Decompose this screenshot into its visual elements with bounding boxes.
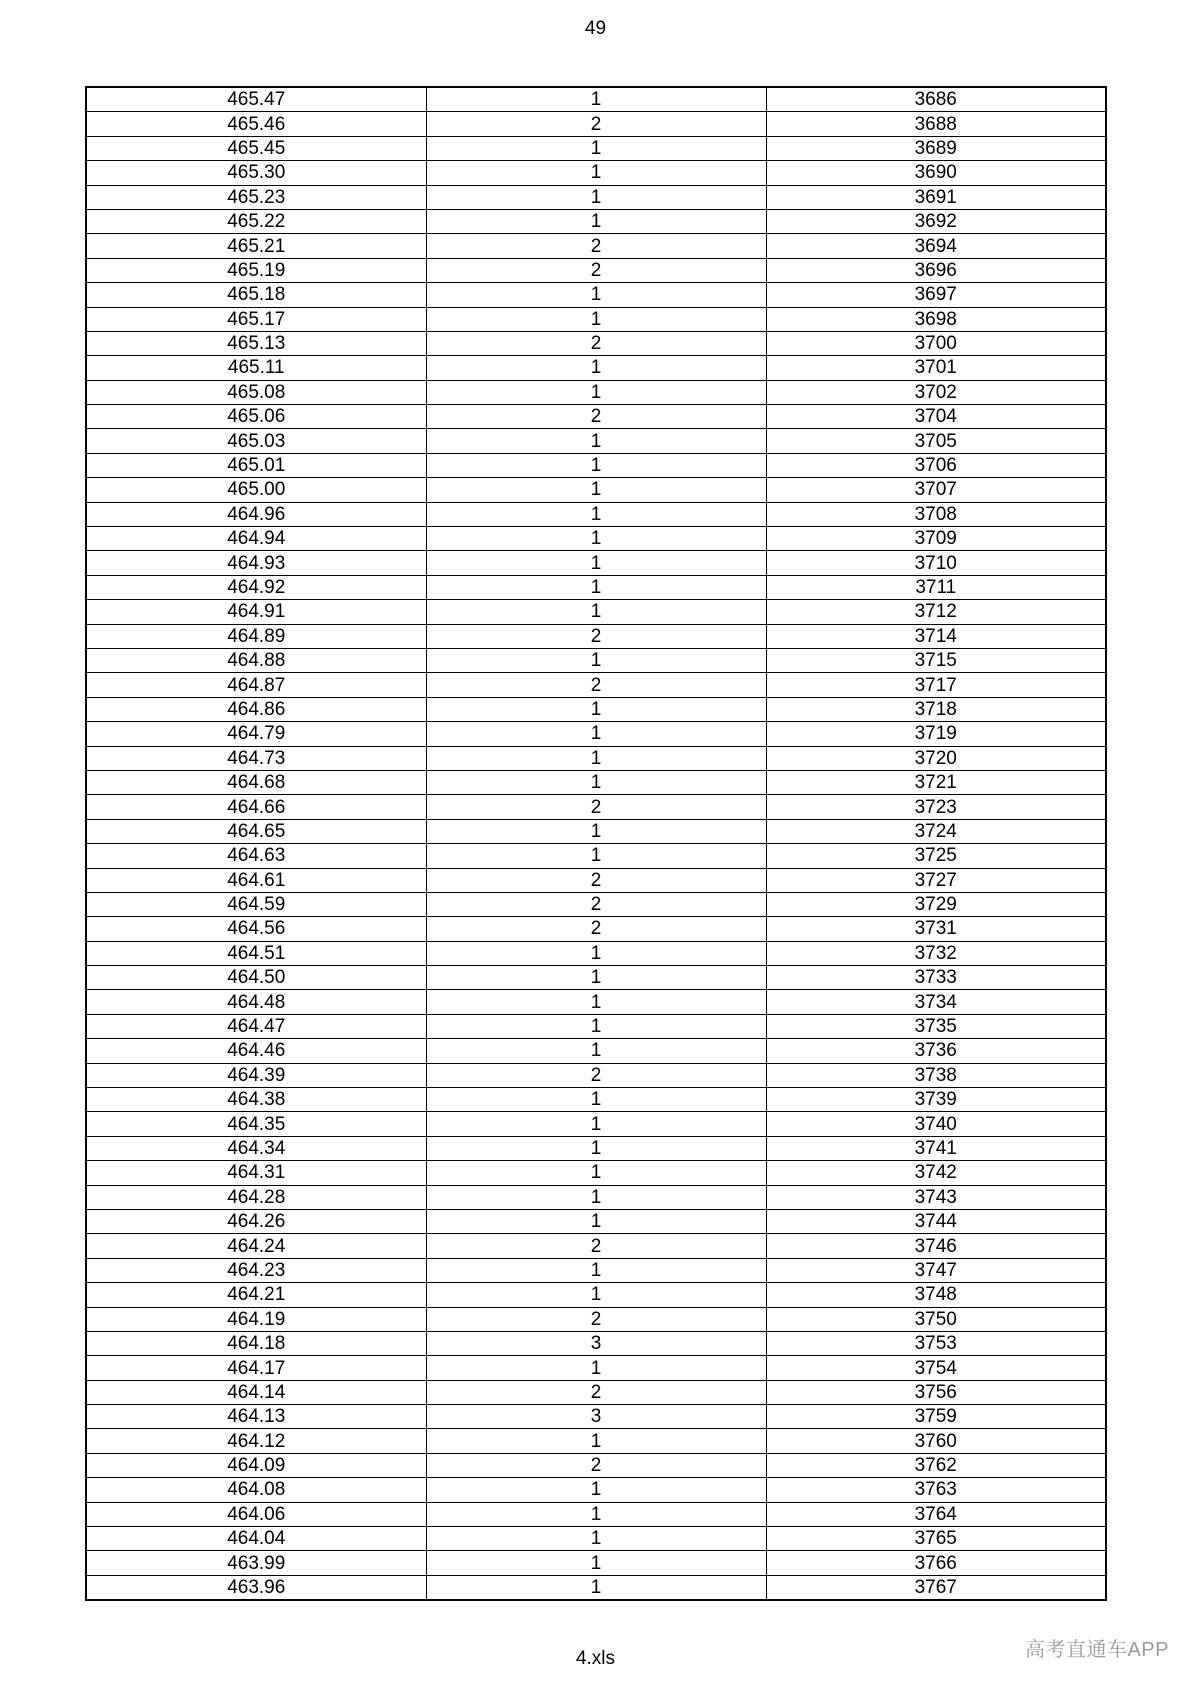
table-row: [86, 1234, 1106, 1258]
score-cell: 464.14: [86, 1380, 426, 1404]
count-cell: 1: [426, 185, 766, 209]
score-cell: 465.47: [86, 87, 426, 112]
count-cell: 1: [426, 770, 766, 794]
score-cell: 464.73: [86, 746, 426, 770]
cumulative-cell: 3731: [766, 917, 1106, 941]
count-cell: 3: [426, 1331, 766, 1355]
table-row: [86, 87, 1106, 112]
table-row: [86, 1112, 1106, 1136]
table-row: [86, 258, 1106, 282]
table-row: [86, 1356, 1106, 1380]
cumulative-cell: 3690: [766, 161, 1106, 185]
count-cell: 1: [426, 844, 766, 868]
count-cell: 1: [426, 527, 766, 551]
table-row: [86, 966, 1106, 990]
score-cell: 464.18: [86, 1331, 426, 1355]
count-cell: 2: [426, 795, 766, 819]
cumulative-cell: 3711: [766, 575, 1106, 599]
cumulative-cell: 3735: [766, 1014, 1106, 1038]
table-row: [86, 1331, 1106, 1355]
count-cell: 1: [426, 1136, 766, 1160]
score-cell: 464.92: [86, 575, 426, 599]
score-cell: 465.11: [86, 356, 426, 380]
count-cell: 1: [426, 966, 766, 990]
table-row: [86, 1039, 1106, 1063]
table-row: [86, 1502, 1106, 1526]
table-row: [86, 478, 1106, 502]
cumulative-cell: 3762: [766, 1453, 1106, 1477]
score-cell: 464.63: [86, 844, 426, 868]
score-cell: 464.51: [86, 941, 426, 965]
table-row: [86, 697, 1106, 721]
table-row: [86, 1527, 1106, 1551]
score-cell: 463.99: [86, 1551, 426, 1575]
score-cell: 464.66: [86, 795, 426, 819]
cumulative-cell: 3729: [766, 892, 1106, 916]
table-row: [86, 892, 1106, 916]
score-cell: 464.47: [86, 1014, 426, 1038]
count-cell: 1: [426, 1478, 766, 1502]
table-row: [86, 600, 1106, 624]
cumulative-cell: 3763: [766, 1478, 1106, 1502]
table-row: [86, 453, 1106, 477]
cumulative-cell: 3739: [766, 1088, 1106, 1112]
count-cell: 2: [426, 1307, 766, 1331]
score-cell: 464.88: [86, 648, 426, 672]
footer-filename: 4.xls: [575, 1648, 616, 1669]
table-row: [86, 795, 1106, 819]
cumulative-cell: 3747: [766, 1258, 1106, 1282]
count-cell: 1: [426, 136, 766, 160]
count-cell: 1: [426, 1356, 766, 1380]
cumulative-cell: 3765: [766, 1527, 1106, 1551]
table-row: [86, 575, 1106, 599]
table-row: [86, 136, 1106, 160]
score-cell: 464.91: [86, 600, 426, 624]
cumulative-cell: 3738: [766, 1063, 1106, 1087]
table-row: [86, 234, 1106, 258]
cumulative-cell: 3750: [766, 1307, 1106, 1331]
cumulative-cell: 3719: [766, 722, 1106, 746]
count-cell: 2: [426, 624, 766, 648]
cumulative-cell: 3715: [766, 648, 1106, 672]
count-cell: 2: [426, 1453, 766, 1477]
table-row: [86, 1136, 1106, 1160]
table-row: [86, 941, 1106, 965]
count-cell: 3: [426, 1405, 766, 1429]
count-cell: 1: [426, 1527, 766, 1551]
count-cell: 1: [426, 551, 766, 575]
score-cell: 464.31: [86, 1161, 426, 1185]
count-cell: 1: [426, 746, 766, 770]
table-row: [86, 1551, 1106, 1575]
table-row: [86, 1258, 1106, 1282]
cumulative-cell: 3718: [766, 697, 1106, 721]
count-cell: 2: [426, 917, 766, 941]
table-row: [86, 356, 1106, 380]
score-cell: 464.26: [86, 1209, 426, 1233]
table-row: [86, 624, 1106, 648]
cumulative-cell: 3696: [766, 258, 1106, 282]
cumulative-cell: 3694: [766, 234, 1106, 258]
count-cell: 2: [426, 868, 766, 892]
score-cell: 465.46: [86, 112, 426, 136]
score-cell: 465.08: [86, 380, 426, 404]
cumulative-cell: 3746: [766, 1234, 1106, 1258]
table-row: [86, 1088, 1106, 1112]
count-cell: 1: [426, 478, 766, 502]
count-cell: 2: [426, 892, 766, 916]
cumulative-cell: 3741: [766, 1136, 1106, 1160]
score-cell: 464.12: [86, 1429, 426, 1453]
table-row: [86, 1185, 1106, 1209]
count-cell: 1: [426, 1014, 766, 1038]
cumulative-cell: 3736: [766, 1039, 1106, 1063]
table-row: [86, 209, 1106, 233]
table-row: [86, 770, 1106, 794]
count-cell: 1: [426, 1429, 766, 1453]
score-cell: 465.18: [86, 283, 426, 307]
table-row: [86, 819, 1106, 843]
page-number: 49: [584, 18, 607, 39]
score-cell: 464.94: [86, 527, 426, 551]
score-cell: 464.38: [86, 1088, 426, 1112]
count-cell: 1: [426, 1039, 766, 1063]
score-cell: 464.56: [86, 917, 426, 941]
table-row: [86, 527, 1106, 551]
score-cell: 465.00: [86, 478, 426, 502]
count-cell: 2: [426, 112, 766, 136]
cumulative-cell: 3717: [766, 673, 1106, 697]
table-row: [86, 161, 1106, 185]
score-cell: 465.17: [86, 307, 426, 331]
score-cell: 464.17: [86, 1356, 426, 1380]
count-cell: 2: [426, 405, 766, 429]
score-cell: 465.13: [86, 331, 426, 355]
count-cell: 1: [426, 87, 766, 112]
score-cell: 464.19: [86, 1307, 426, 1331]
count-cell: 1: [426, 1551, 766, 1575]
cumulative-cell: 3754: [766, 1356, 1106, 1380]
count-cell: 1: [426, 1283, 766, 1307]
count-cell: 1: [426, 1209, 766, 1233]
count-cell: 1: [426, 453, 766, 477]
cumulative-cell: 3691: [766, 185, 1106, 209]
cumulative-cell: 3721: [766, 770, 1106, 794]
cumulative-cell: 3764: [766, 1502, 1106, 1526]
score-cell: 464.50: [86, 966, 426, 990]
score-cell: 465.01: [86, 453, 426, 477]
score-cell: 464.28: [86, 1185, 426, 1209]
cumulative-cell: 3743: [766, 1185, 1106, 1209]
cumulative-cell: 3753: [766, 1331, 1106, 1355]
count-cell: 2: [426, 1234, 766, 1258]
cumulative-cell: 3756: [766, 1380, 1106, 1404]
score-cell: 464.89: [86, 624, 426, 648]
score-table-body: [86, 87, 1106, 1600]
score-cell: 464.46: [86, 1039, 426, 1063]
score-table-container: [85, 86, 1107, 1601]
count-cell: 1: [426, 1112, 766, 1136]
score-cell: 465.30: [86, 161, 426, 185]
count-cell: 2: [426, 234, 766, 258]
count-cell: 1: [426, 1088, 766, 1112]
count-cell: 1: [426, 1161, 766, 1185]
cumulative-cell: 3760: [766, 1429, 1106, 1453]
score-cell: 464.65: [86, 819, 426, 843]
cumulative-cell: 3712: [766, 600, 1106, 624]
count-cell: 1: [426, 600, 766, 624]
table-row: [86, 1380, 1106, 1404]
table-row: [86, 185, 1106, 209]
score-cell: 464.86: [86, 697, 426, 721]
count-cell: 1: [426, 1258, 766, 1282]
cumulative-cell: 3748: [766, 1283, 1106, 1307]
table-row: [86, 990, 1106, 1014]
score-cell: 464.79: [86, 722, 426, 746]
table-row: [86, 648, 1106, 672]
score-cell: 464.04: [86, 1527, 426, 1551]
score-cell: 465.03: [86, 429, 426, 453]
table-row: [86, 502, 1106, 526]
score-cell: 464.59: [86, 892, 426, 916]
count-cell: 1: [426, 161, 766, 185]
cumulative-cell: 3688: [766, 112, 1106, 136]
count-cell: 2: [426, 331, 766, 355]
table-row: [86, 673, 1106, 697]
cumulative-cell: 3706: [766, 453, 1106, 477]
cumulative-cell: 3704: [766, 405, 1106, 429]
score-cell: 464.39: [86, 1063, 426, 1087]
count-cell: 1: [426, 648, 766, 672]
count-cell: 2: [426, 258, 766, 282]
score-cell: 464.24: [86, 1234, 426, 1258]
score-cell: 464.48: [86, 990, 426, 1014]
score-cell: 465.22: [86, 209, 426, 233]
cumulative-cell: 3766: [766, 1551, 1106, 1575]
score-cell: 464.96: [86, 502, 426, 526]
cumulative-cell: 3710: [766, 551, 1106, 575]
cumulative-cell: 3689: [766, 136, 1106, 160]
table-row: [86, 1453, 1106, 1477]
cumulative-cell: 3727: [766, 868, 1106, 892]
table-row: [86, 722, 1106, 746]
count-cell: 2: [426, 1063, 766, 1087]
table-row: [86, 551, 1106, 575]
cumulative-cell: 3759: [766, 1405, 1106, 1429]
cumulative-cell: 3734: [766, 990, 1106, 1014]
count-cell: 2: [426, 1380, 766, 1404]
score-cell: 465.23: [86, 185, 426, 209]
table-row: [86, 405, 1106, 429]
table-row: [86, 112, 1106, 136]
table-row: [86, 844, 1106, 868]
score-cell: 465.06: [86, 405, 426, 429]
cumulative-cell: 3723: [766, 795, 1106, 819]
count-cell: 1: [426, 1502, 766, 1526]
score-cell: 463.96: [86, 1575, 426, 1600]
table-row: [86, 1014, 1106, 1038]
score-cell: 465.45: [86, 136, 426, 160]
count-cell: 1: [426, 819, 766, 843]
table-row: [86, 380, 1106, 404]
cumulative-cell: 3686: [766, 87, 1106, 112]
table-row: [86, 1209, 1106, 1233]
count-cell: 1: [426, 502, 766, 526]
score-cell: 464.93: [86, 551, 426, 575]
count-cell: 1: [426, 380, 766, 404]
cumulative-cell: 3707: [766, 478, 1106, 502]
cumulative-cell: 3744: [766, 1209, 1106, 1233]
score-cell: 464.68: [86, 770, 426, 794]
count-cell: 2: [426, 673, 766, 697]
score-cell: 465.21: [86, 234, 426, 258]
table-row: [86, 1405, 1106, 1429]
table-row: [86, 868, 1106, 892]
table-row: [86, 1575, 1106, 1600]
cumulative-cell: 3700: [766, 331, 1106, 355]
score-table: [85, 86, 1107, 1601]
cumulative-cell: 3698: [766, 307, 1106, 331]
cumulative-cell: 3720: [766, 746, 1106, 770]
cumulative-cell: 3709: [766, 527, 1106, 551]
cumulative-cell: 3708: [766, 502, 1106, 526]
cumulative-cell: 3767: [766, 1575, 1106, 1600]
table-row: [86, 1283, 1106, 1307]
table-row: [86, 331, 1106, 355]
count-cell: 1: [426, 1575, 766, 1600]
score-cell: 464.87: [86, 673, 426, 697]
table-row: [86, 283, 1106, 307]
score-cell: 464.06: [86, 1502, 426, 1526]
count-cell: 1: [426, 722, 766, 746]
cumulative-cell: 3702: [766, 380, 1106, 404]
cumulative-cell: 3724: [766, 819, 1106, 843]
table-row: [86, 917, 1106, 941]
score-cell: 464.09: [86, 1453, 426, 1477]
score-cell: 464.21: [86, 1283, 426, 1307]
count-cell: 1: [426, 307, 766, 331]
cumulative-cell: 3705: [766, 429, 1106, 453]
cumulative-cell: 3742: [766, 1161, 1106, 1185]
score-cell: 464.23: [86, 1258, 426, 1282]
score-cell: 464.35: [86, 1112, 426, 1136]
score-cell: 464.13: [86, 1405, 426, 1429]
count-cell: 1: [426, 1185, 766, 1209]
count-cell: 1: [426, 941, 766, 965]
table-row: [86, 1429, 1106, 1453]
count-cell: 1: [426, 429, 766, 453]
score-cell: 464.34: [86, 1136, 426, 1160]
cumulative-cell: 3714: [766, 624, 1106, 648]
count-cell: 1: [426, 990, 766, 1014]
table-row: [86, 1307, 1106, 1331]
score-cell: 464.08: [86, 1478, 426, 1502]
table-row: [86, 429, 1106, 453]
count-cell: 1: [426, 575, 766, 599]
table-row: [86, 1161, 1106, 1185]
cumulative-cell: 3732: [766, 941, 1106, 965]
score-cell: 465.19: [86, 258, 426, 282]
table-row: [86, 1063, 1106, 1087]
count-cell: 1: [426, 209, 766, 233]
table-row: [86, 307, 1106, 331]
watermark-text: 高考直通车APP: [1024, 1639, 1169, 1661]
cumulative-cell: 3701: [766, 356, 1106, 380]
cumulative-cell: 3733: [766, 966, 1106, 990]
cumulative-cell: 3740: [766, 1112, 1106, 1136]
table-row: [86, 1478, 1106, 1502]
cumulative-cell: 3697: [766, 283, 1106, 307]
count-cell: 1: [426, 697, 766, 721]
count-cell: 1: [426, 283, 766, 307]
table-row: [86, 746, 1106, 770]
cumulative-cell: 3692: [766, 209, 1106, 233]
count-cell: 1: [426, 356, 766, 380]
cumulative-cell: 3725: [766, 844, 1106, 868]
score-cell: 464.61: [86, 868, 426, 892]
